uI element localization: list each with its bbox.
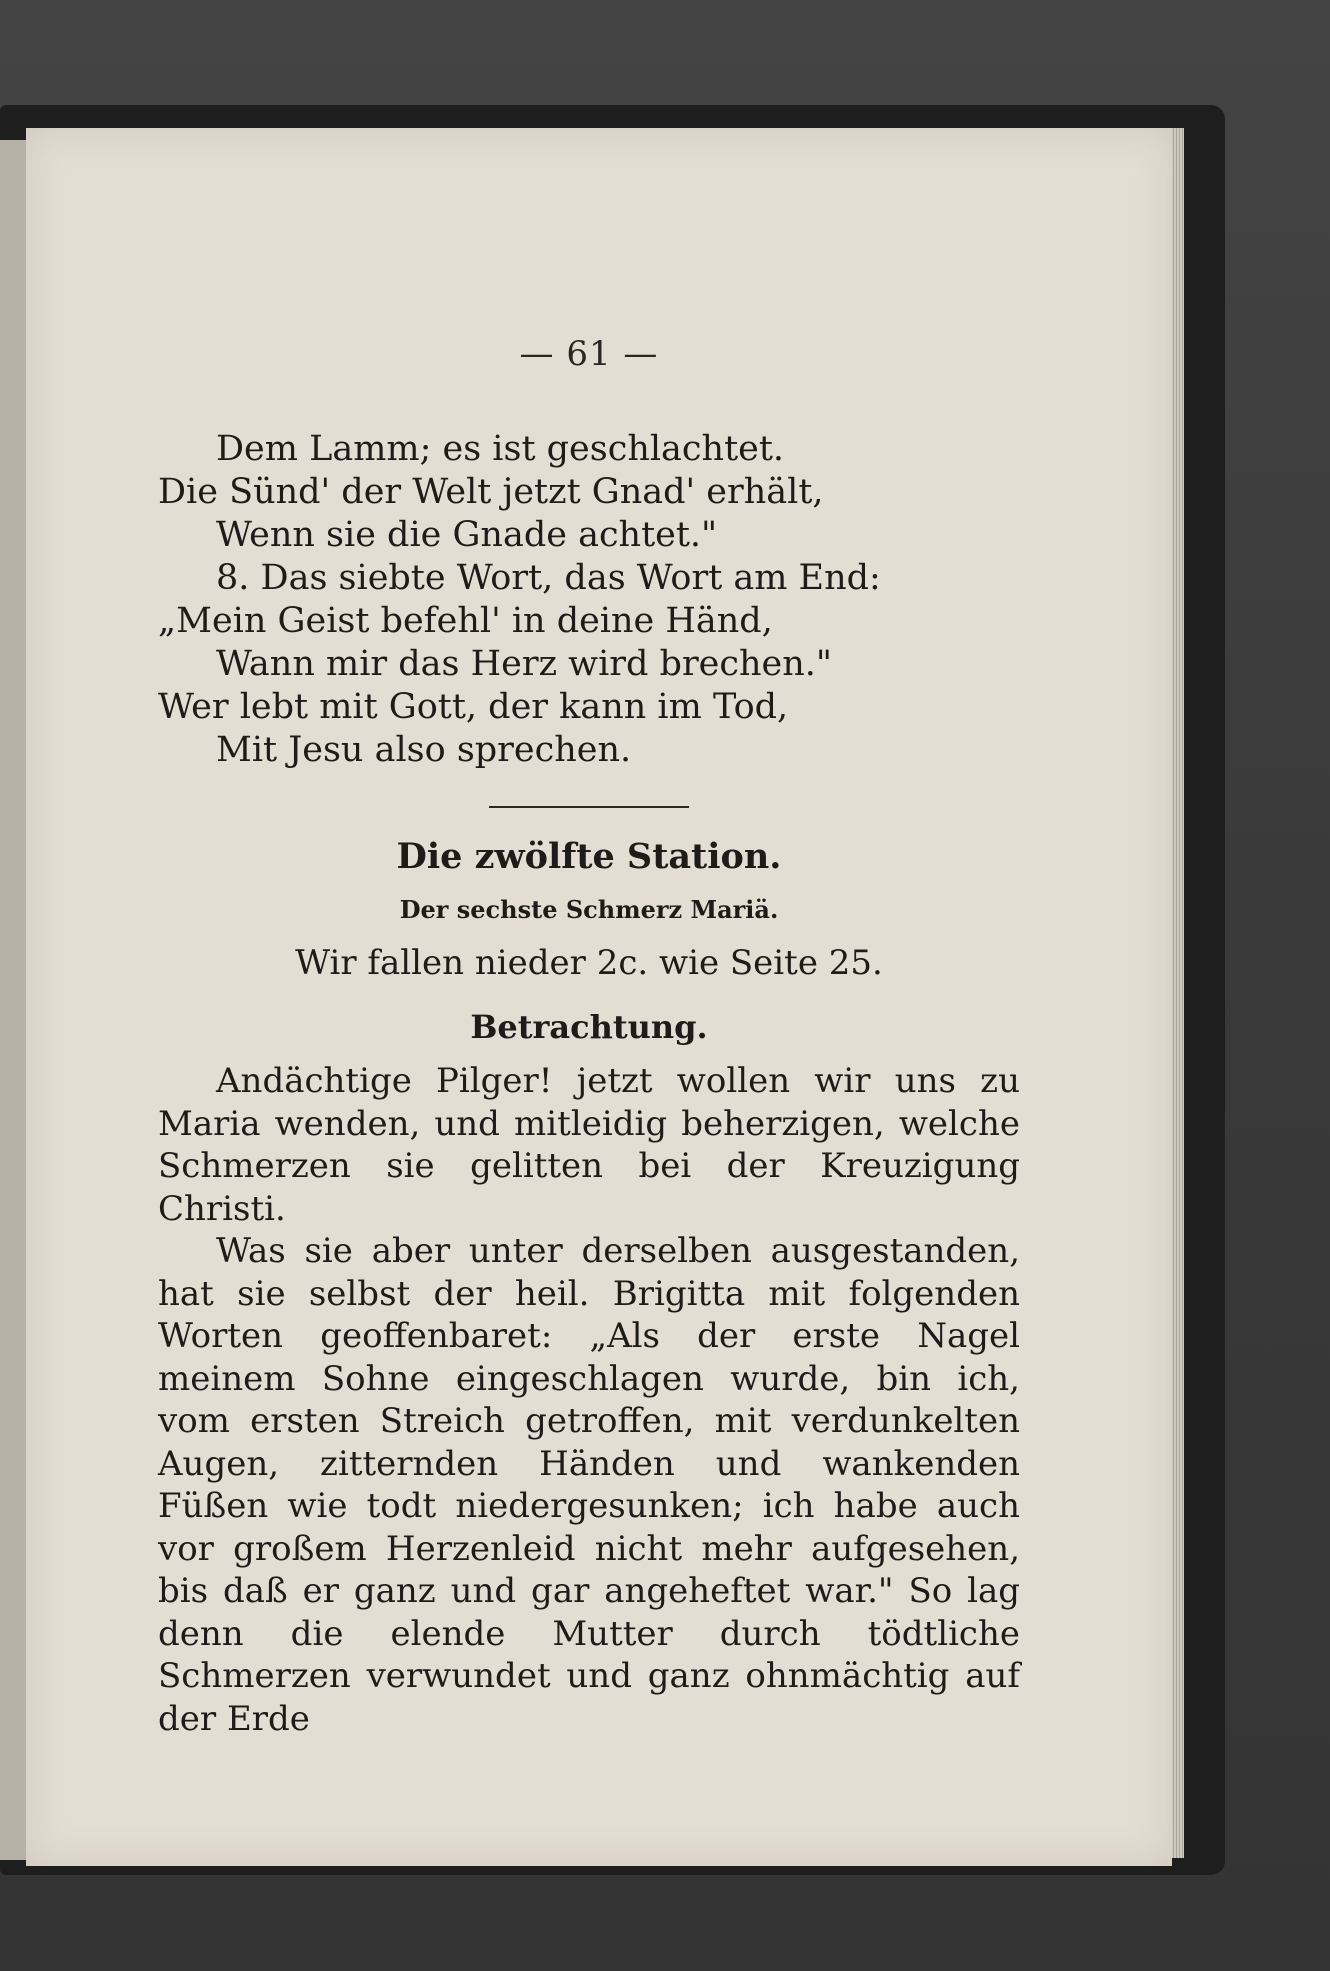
meditation-paragraph: Andächtige Pilger! jetzt wollen wir uns zu Maria wenden, und mitleidig beherzigen, welche Schmerzen sie gelitten bei der Kreuzigung Christi. xyxy=(158,1061,1020,1229)
verse-line: Die Sünd' der Welt jetzt Gnad' erhält, xyxy=(158,472,824,512)
station-title: Die zwölfte Station. xyxy=(396,836,782,877)
page-text-block xyxy=(158,334,1020,1740)
section-heading: Betrachtung. xyxy=(470,1008,708,1046)
prayer-instruction: Wir fallen nieder 2c. wie Seite 25. xyxy=(295,943,883,983)
verse-line: 8. Das siebte Wort, das Wort am End: xyxy=(216,558,881,598)
station-subtitle: Der sechste Schmerz Mariä. xyxy=(399,895,779,924)
book-page xyxy=(26,128,1172,1866)
hymn-verse xyxy=(158,428,1020,772)
verse-line: Wer lebt mit Gott, der kann im Tod, xyxy=(158,687,789,727)
meditation-paragraph: Was sie aber unter derselben ausgestanden, hat sie selbst der heil. Brigitta mit folgenden Worten geoffenbaret: „Als der erste Nagel meinem Sohne eingeschlagen wurde, bin ich, vom ersten Streich getroffen, mit verdunkelten Augen, zitternden Händen und wankenden Füßen wie todt niedergesunken; ich habe auch vor großem Herzenleid nicht mehr aufgesehen, bis daß er ganz und gar angeheftet war." So lag denn die elende Mutter durch tödtliche Schmerzen verwundet und ganz ohnmächtig auf der Erde xyxy=(158,1231,1020,1739)
section-divider xyxy=(489,806,689,808)
page-number: — 61 — xyxy=(519,334,659,374)
verse-line: „Mein Geist befehl' in deine Händ, xyxy=(158,601,773,641)
verse-line: Wenn sie die Gnade achtet." xyxy=(216,515,718,555)
verse-line: Wann mir das Herz wird brechen." xyxy=(216,644,833,684)
verse-line: Dem Lamm; es ist geschlachtet. xyxy=(216,429,785,469)
book-spine xyxy=(0,140,28,1860)
verse-line: Mit Jesu also sprechen. xyxy=(216,730,632,770)
